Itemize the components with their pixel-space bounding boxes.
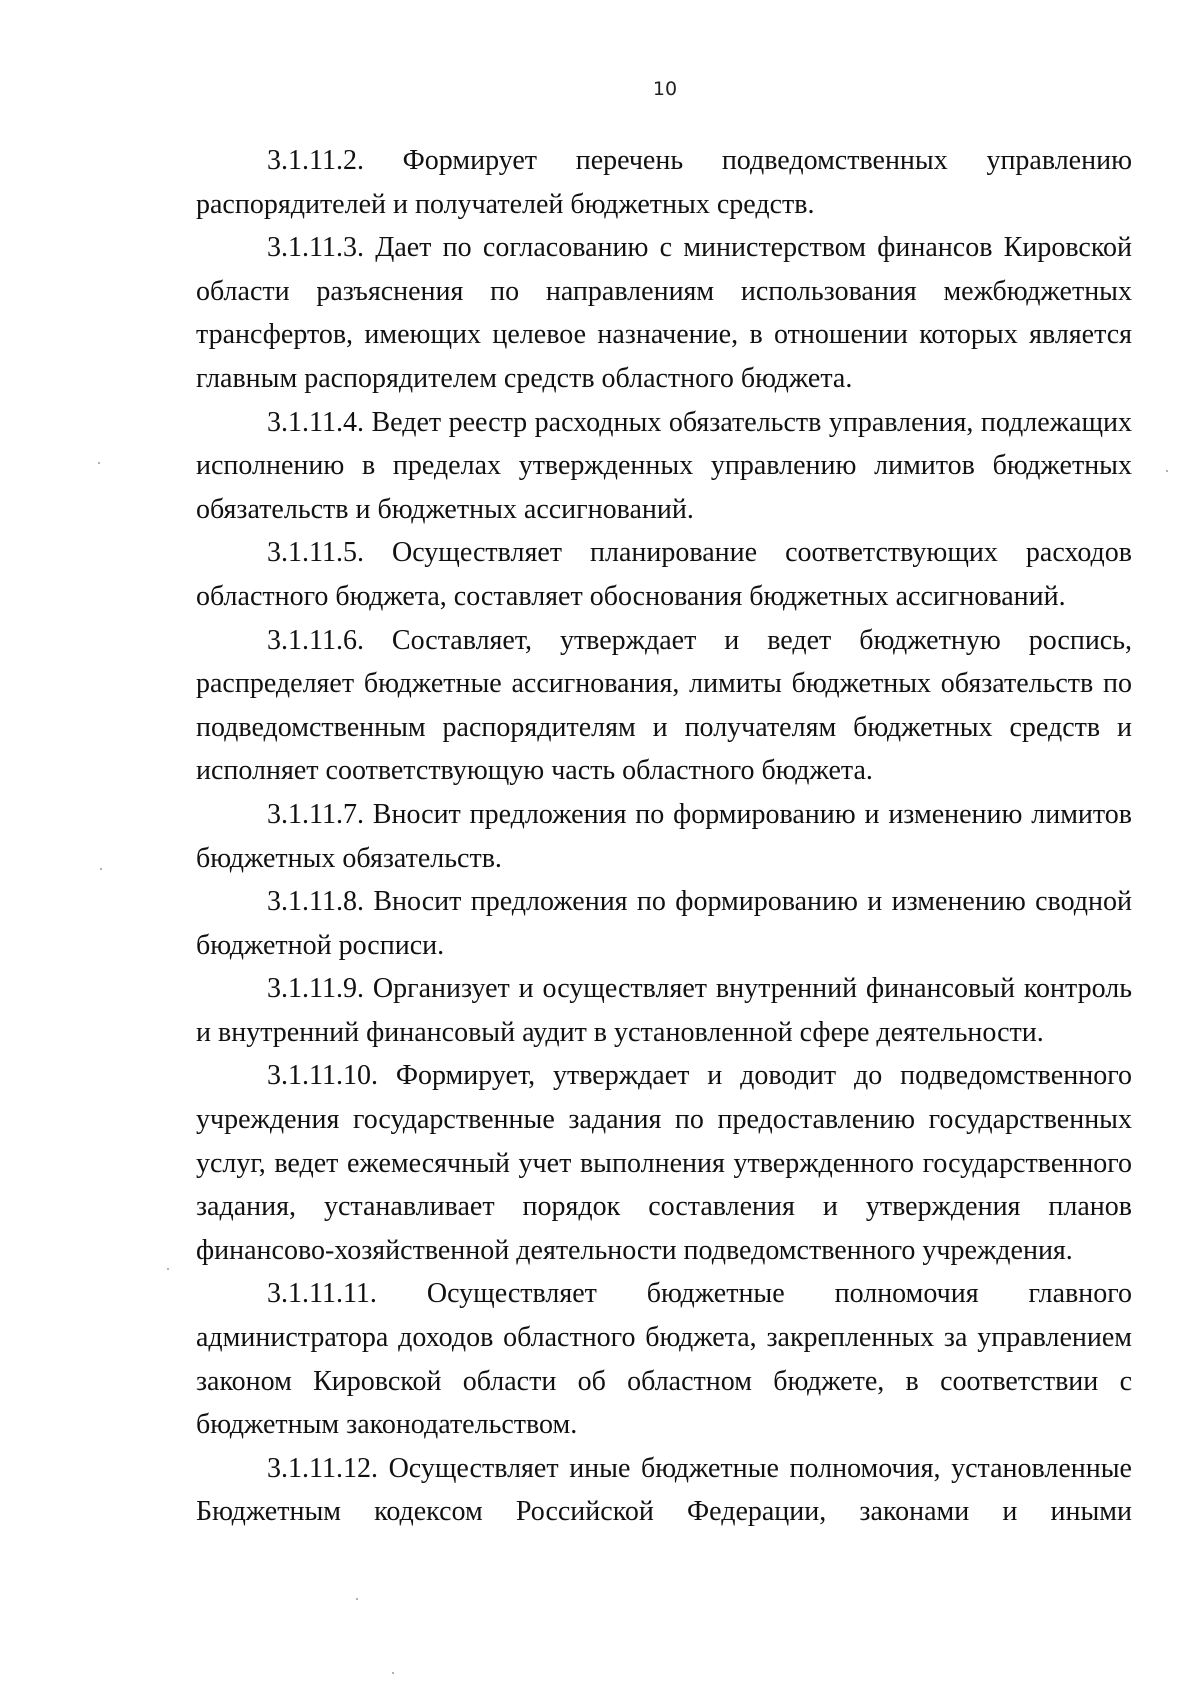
page-number: 10 bbox=[652, 78, 678, 100]
paragraph-3-1-11-11: 3.1.11.11. Осуществляет бюджетные полномочия главного администратора доходов областного бюджета, закрепленных за управлением законом Кировской области об областном бюджете, в соответствии с бюджетным законодательством. bbox=[196, 1278, 1132, 1441]
paragraph-3-1-11-6: 3.1.11.6. Составляет, утверждает и ведет бюджетную роспись, распределяет бюджетные ассигнования, лимиты бюджетных обязательств по подведомственным распорядителям и получателям бюджетных средств и исполняет соответствующую часть областного бюджета. bbox=[196, 624, 1132, 787]
paragraph-3-1-11-4: 3.1.11.4. Ведет реестр расходных обязательств управления, подлежащих исполнению в пределах утвержденных управлению лимитов бюджетных обязательств и бюджетных ассигнований. bbox=[196, 406, 1132, 525]
paragraph-3-1-11-8: 3.1.11.8. Вносит предложения по формированию и изменению сводной бюджетной росписи. bbox=[196, 886, 1132, 961]
scan-speck bbox=[356, 1598, 358, 1600]
paragraph-3-1-11-3: 3.1.11.3. Дает по согласованию с министерством финансов Кировской области разъяснения по направлениям использования межбюджетных трансфертов, имеющих целевое назначение, в отношении которых является главным распорядителем средств областного бюджета. bbox=[196, 232, 1132, 394]
scan-speck bbox=[392, 1672, 394, 1674]
paragraph-3-1-11-7: 3.1.11.7. Вносит предложения по формированию и изменению лимитов бюджетных обязательств. bbox=[196, 798, 1132, 874]
paragraph-3-1-11-2: 3.1.11.2. Формирует перечень подведомственных управлению распорядителей и получателей бюджетных средств. bbox=[196, 145, 1132, 220]
paragraph-3-1-11-5: 3.1.11.5. Осуществляет планирование соответствующих расходов областного бюджета, составляет обоснования бюджетных ассигнований. bbox=[196, 537, 1132, 612]
scan-speck bbox=[100, 868, 102, 870]
scan-speck bbox=[1166, 470, 1168, 472]
paragraph-3-1-11-12: 3.1.11.12. Осуществляет иные бюджетные полномочия, установленные Бюджетным кодексом Российской Федерации, законами и иными bbox=[196, 1452, 1132, 1528]
paragraph-3-1-11-9: 3.1.11.9. Организует и осуществляет внутренний финансовый контроль и внутренний финансовый аудит в установленной сфере деятельности. bbox=[196, 973, 1132, 1048]
document-body bbox=[196, 139, 1132, 1534]
paragraph-3-1-11-10: 3.1.11.10. Формирует, утверждает и доводит до подведомственного учреждения государственные задания по предоставлению государственных услуг, ведет ежемесячный учет выполнения утвержденного государственного задания, устанавливает порядок составления и утверждения планов финансово-хозяйственной деятельности подведомственного учреждения. bbox=[196, 1060, 1132, 1266]
scan-speck bbox=[98, 462, 100, 464]
scan-speck bbox=[167, 1268, 169, 1270]
